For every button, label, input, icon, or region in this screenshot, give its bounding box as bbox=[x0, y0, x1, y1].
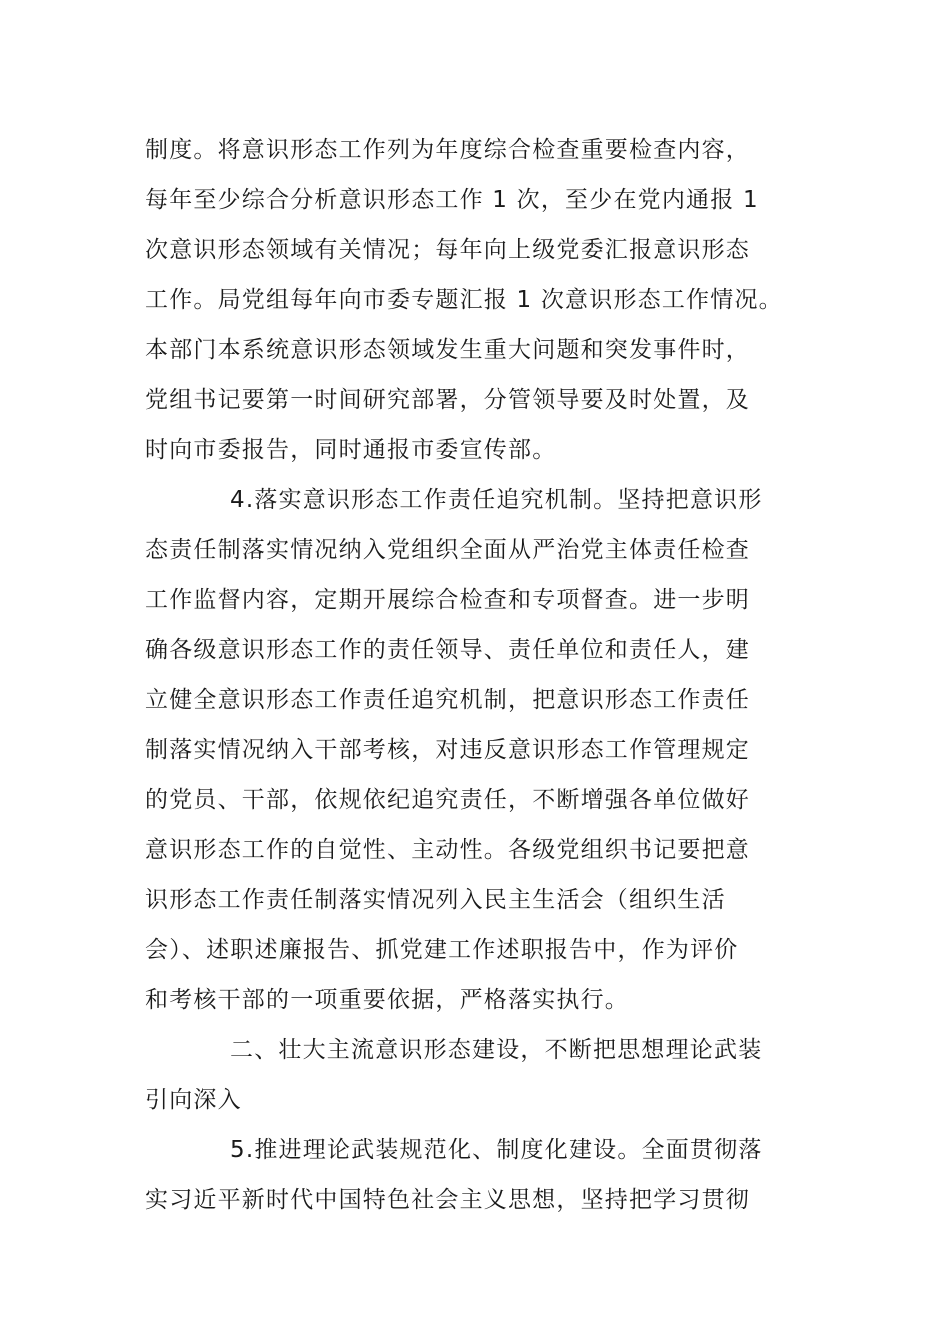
text-line: 态责任制落实情况纳入党组织全面从严治党主体责任检查 bbox=[145, 537, 750, 563]
text-line: 工作。局党组每年向市委专题汇报 1 次意识形态工作情况。 bbox=[145, 287, 783, 313]
text-line: 每年至少综合分析意识形态工作 1 次，至少在党内通报 1 bbox=[145, 187, 759, 213]
text-line: 工作监督内容，定期开展综合检查和专项督查。进一步明 bbox=[145, 587, 750, 613]
text-line: 和考核干部的一项重要依据，严格落实执行。 bbox=[145, 987, 629, 1013]
section-4-heading-line: 4.落实意识形态工作责任追究机制。坚持把意识形 bbox=[230, 487, 763, 513]
body-text bbox=[145, 125, 810, 1225]
text-line: 实习近平新时代中国特色社会主义思想，坚持把学习贯彻 bbox=[145, 1187, 750, 1213]
text-line: 的党员、干部，依规依纪追究责任，不断增强各单位做好 bbox=[145, 787, 750, 813]
text-line: 制落实情况纳入干部考核，对违反意识形态工作管理规定 bbox=[145, 737, 750, 763]
text-line: 本部门本系统意识形态领域发生重大问题和突发事件时， bbox=[145, 337, 750, 363]
section-2-heading-continuation: 引向深入 bbox=[145, 1087, 242, 1113]
text-line: 制度。将意识形态工作列为年度综合检查重要检查内容， bbox=[145, 137, 750, 163]
section-5-heading-line: 5.推进理论武装规范化、制度化建设。全面贯彻落 bbox=[230, 1137, 763, 1163]
text-line: 党组书记要第一时间研究部署，分管领导要及时处置，及 bbox=[145, 387, 750, 413]
text-line: 确各级意识形态工作的责任领导、责任单位和责任人，建 bbox=[145, 637, 750, 663]
text-line: 意识形态工作的自觉性、主动性。各级党组织书记要把意 bbox=[145, 837, 750, 863]
text-line: 立健全意识形态工作责任追究机制，把意识形态工作责任 bbox=[145, 687, 750, 713]
text-line: 会）、述职述廉报告、抓党建工作述职报告中，作为评价 bbox=[145, 937, 739, 963]
text-line: 次意识形态领域有关情况；每年向上级党委汇报意识形态 bbox=[145, 237, 750, 263]
text-line: 识形态工作责任制落实情况列入民主生活会（组织生活 bbox=[145, 887, 726, 913]
text-line: 时向市委报告，同时通报市委宣传部。 bbox=[145, 437, 557, 463]
section-2-heading-line: 二、壮大主流意识形态建设，不断把思想理论武装 bbox=[230, 1037, 763, 1063]
